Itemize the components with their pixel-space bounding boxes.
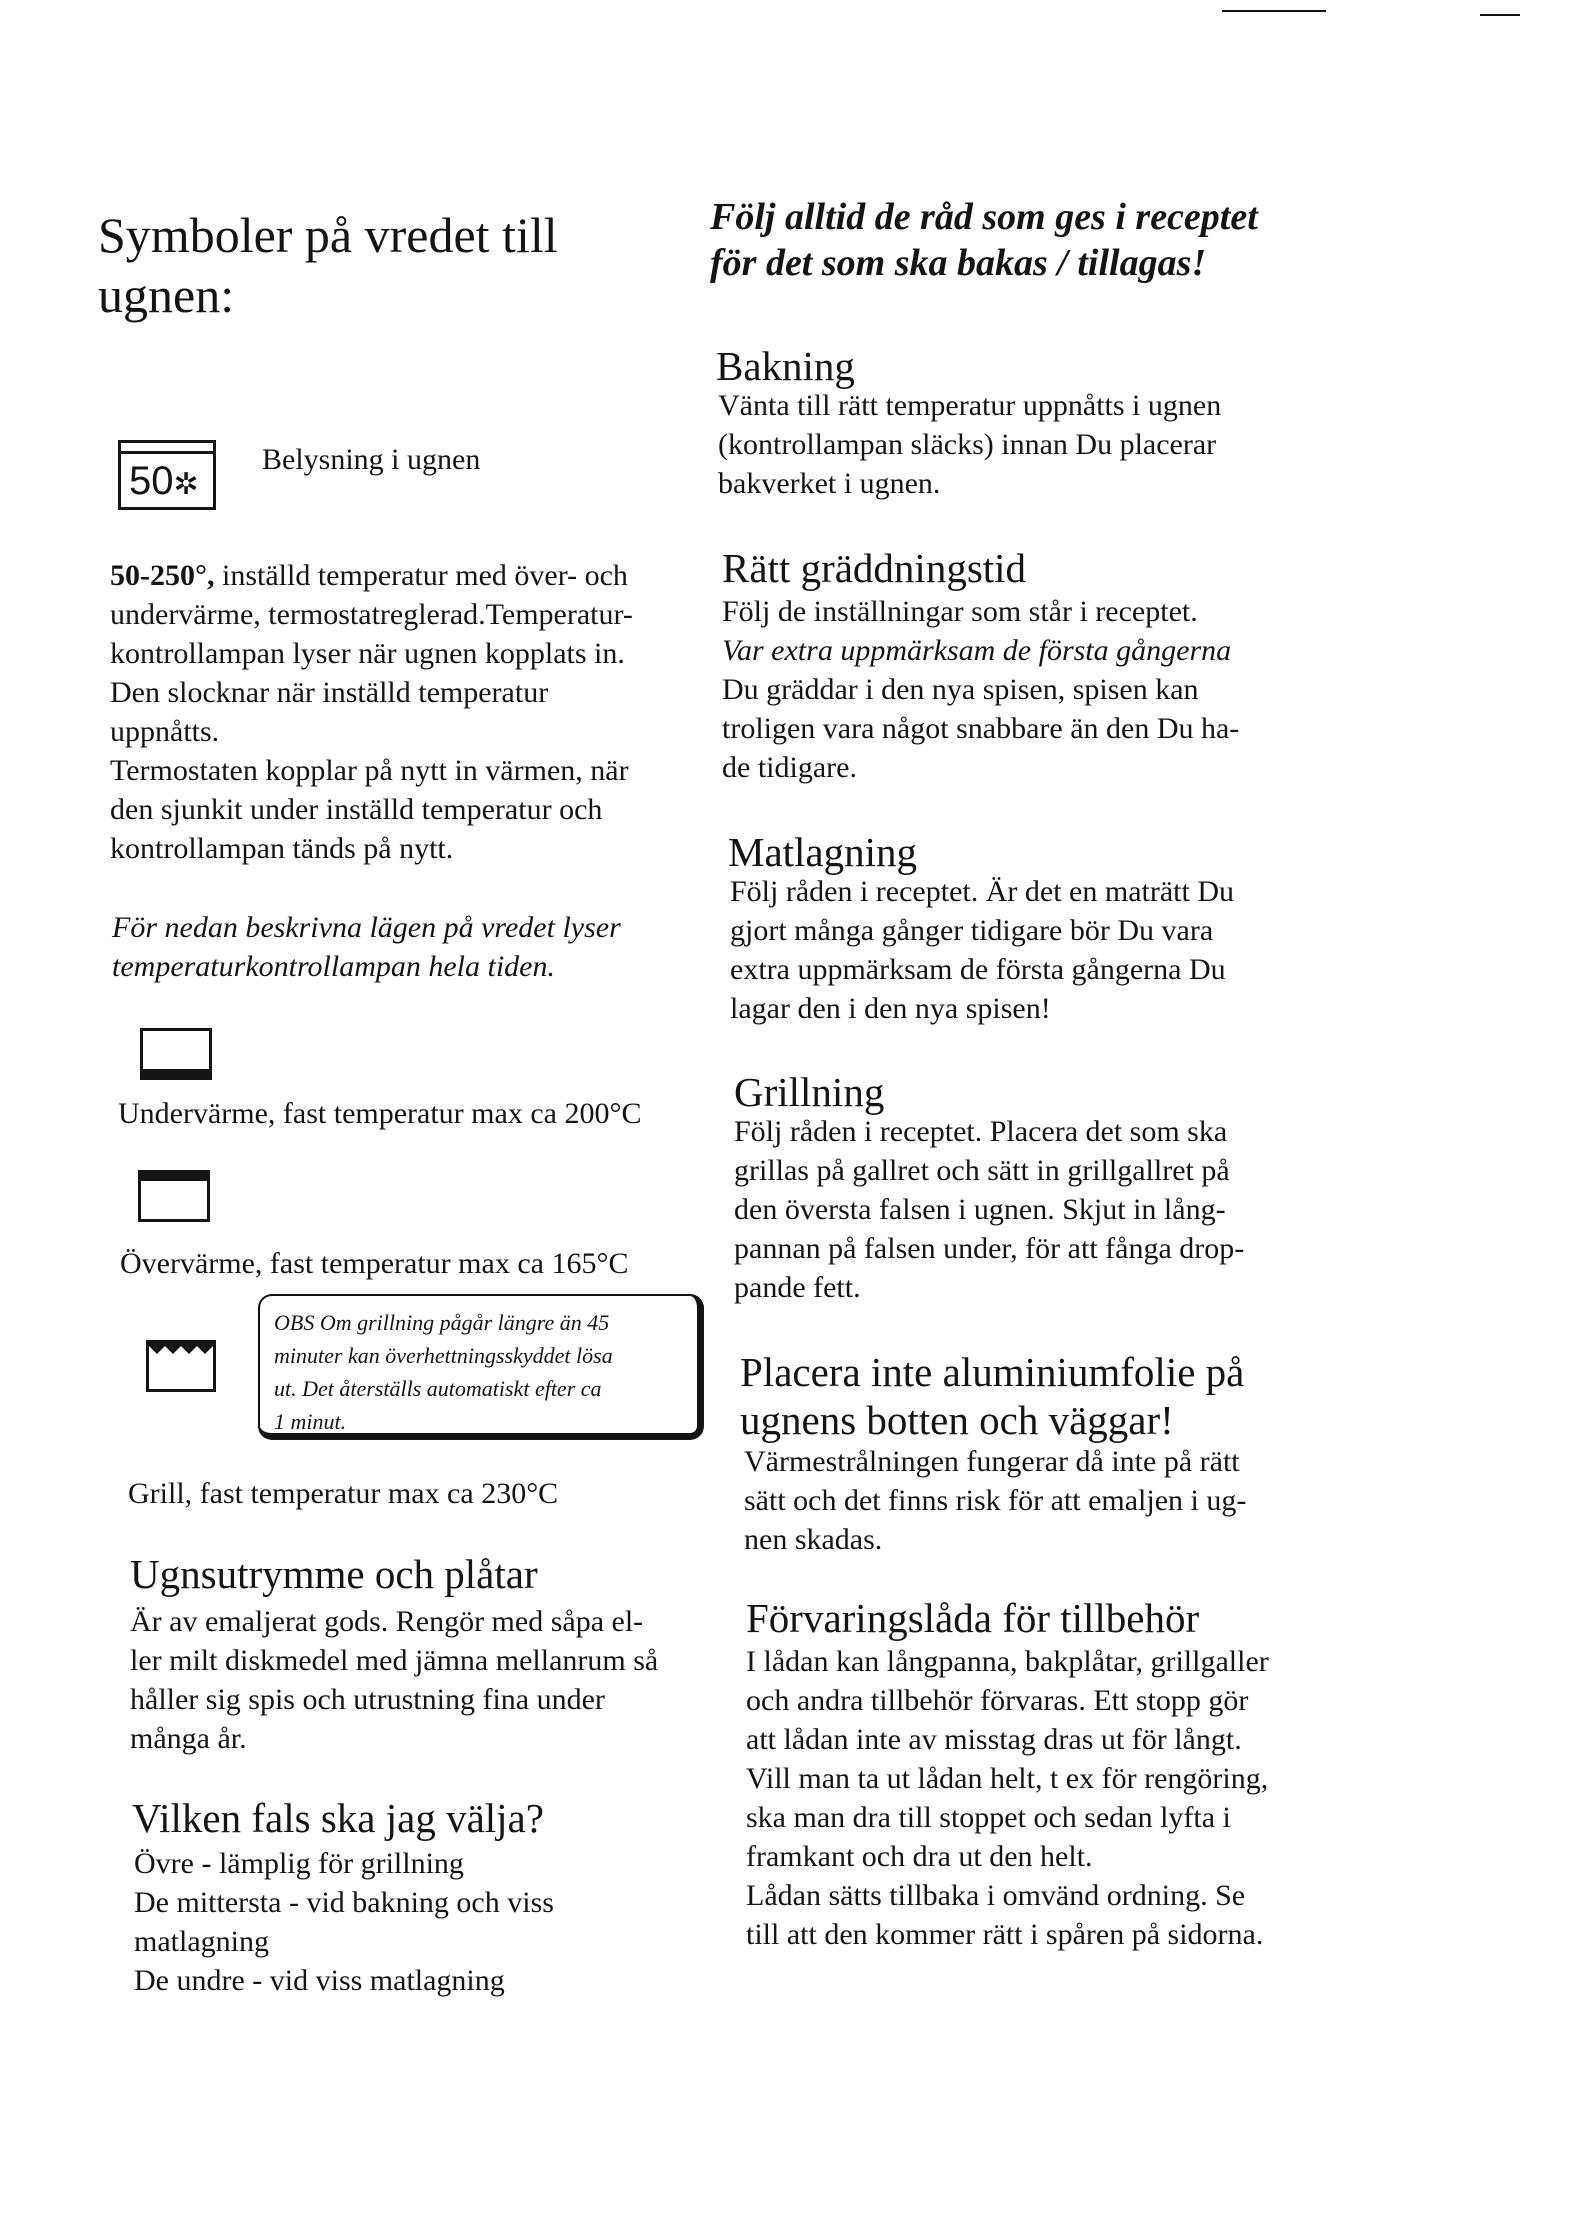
title-line: Symboler på vredet till: [98, 207, 558, 263]
grill-zigzag-icon: [149, 1340, 213, 1360]
temperature-range: 50-250°,: [110, 559, 215, 592]
cooking-title: Matlagning: [728, 829, 918, 875]
oven-paragraph: Är av emaljerat gods. Rengör med såpa el- ler milt diskmedel med jämna mellanrum så håller sig spis och utrustning fina under många år.: [130, 1605, 659, 1755]
storage-drawer-title: Förvaringslåda för tillbehör: [746, 1595, 1200, 1641]
bottom-heat-icon: [140, 1028, 212, 1080]
cooking-paragraph: Följ råden i receptet. Är det en maträtt Du gjort många gånger tidigare bör Du vara extra uppmärksam de första gångerna Du lagar den i den nya spisen!: [730, 875, 1234, 1025]
section-title-symbols: [98, 205, 558, 325]
baking-paragraph: Vänta till rätt temperatur uppnåtts i ugnen (kontrollampan släcks) innan Du placerar bakverket i ugnen.: [718, 389, 1222, 500]
foil-warning-title: Placera inte aluminiumfolie på ugnens botten och väggar!: [740, 1349, 1245, 1443]
scan-mark: [1222, 10, 1326, 12]
grilling-paragraph: Följ råden i receptet. Placera det som ska grillas på gallret och sätt in grillgallret på den översta falsen i ugnen. Skjut in lång- pannan på falsen under, för att fånga drop- pande fett.: [734, 1115, 1245, 1304]
foil-paragraph: Värmestrålningen fungerar då inte på rätt sätt och det finns risk för att emaljen i ug- nen skadas.: [744, 1445, 1247, 1556]
advice-heading: Följ alltid de råd som ges i receptet för det som ska bakas / tillagas!: [710, 196, 1258, 284]
shelf-paragraph: Övre - lämplig för grillning De mittersta - vid bakning och viss matlagning De undre - vid viss matlagning: [134, 1847, 554, 1997]
oven-title: Ugnsutrymme och plåtar: [130, 1551, 538, 1597]
grill-icon: [146, 1340, 216, 1392]
baking-time-title: Rätt gräddningstid: [722, 545, 1027, 591]
lamp-label: Belysning i ugnen: [262, 443, 481, 476]
obs-note-box: OBS Om grillning pågår längre än 45 minuter kan överhettningsskyddet lösa ut. Det återställs automatiskt efter ca 1 minut.: [258, 1294, 704, 1440]
baking-title: Bakning: [716, 343, 855, 389]
scan-mark: [1480, 14, 1520, 16]
storage-drawer-paragraph: I lådan kan långpanna, bakplåtar, grillgaller och andra tillbehör förvaras. Ett stopp gör att lådan inte av misstag dras ut för långt. Vill man ta ut lådan helt, t ex för rengöring, ska man dra till stoppet och sedan lyfta i framkant och dra ut den helt. Lådan sätts tillbaka i omvänd ordning. Se till att den kommer rätt i spåren på sidorna.: [746, 1645, 1269, 1951]
top-heat-icon: [138, 1170, 210, 1222]
grilling-title: Grillning: [734, 1069, 885, 1115]
bottom-heat-label: Undervärme, fast temperatur max ca 200°C: [118, 1097, 642, 1130]
oven-lamp-icon: 50✲: [118, 440, 216, 510]
temperature-paragraph: 50-250°, inställd temperatur med över- och undervärme, termostatreglerad.Temperatur- kontrollampan lyser när ugnen kopplats in. Den slocknar när inställd temperatur uppnåtts. Termostaten kopplar på nytt in värmen, när den sjunkit under inställd temperatur och kontrollampan tänds på nytt.: [110, 559, 633, 865]
lamp-note: För nedan beskrivna lägen på vredet lyser temperaturkontrollampan hela tiden.: [112, 911, 621, 983]
grill-label: Grill, fast temperatur max ca 230°C: [128, 1477, 559, 1510]
title-line: ugnen:: [98, 267, 235, 323]
shelf-title: Vilken fals ska jag välja?: [132, 1795, 544, 1841]
top-heat-label: Övervärme, fast temperatur max ca 165°C: [120, 1247, 629, 1280]
baking-time-paragraph: Följ de inställningar som står i receptet. Var extra uppmärksam de första gångerna Du gräddar i den nya spisen, spisen kan troligen vara något snabbare än den Du ha- de tidigare.: [722, 595, 1240, 784]
